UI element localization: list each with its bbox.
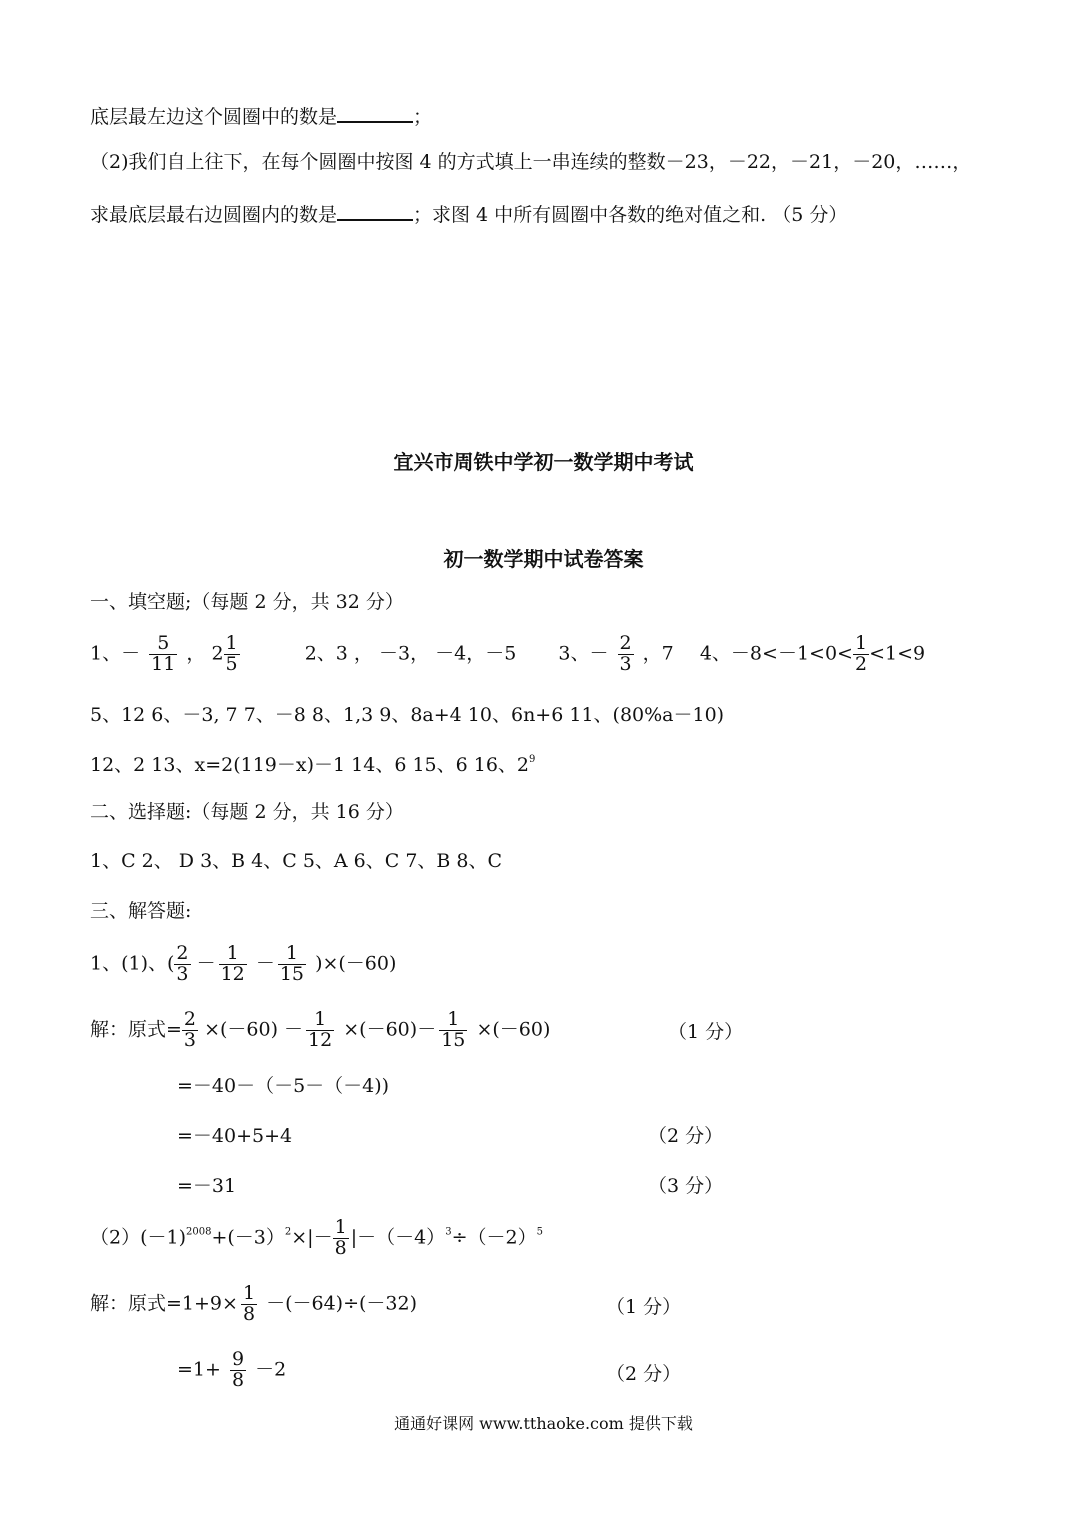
- question-text-end: ；求图 4 中所有圆圈中各数的绝对值之和. （5 分）: [413, 204, 848, 226]
- question-line-3: [90, 203, 847, 225]
- numerator: 1: [447, 1008, 460, 1030]
- question-text-end: ；: [413, 106, 433, 128]
- expr-part: ×(－60)－: [343, 1018, 437, 1041]
- fraction-2-3: [182, 1010, 198, 1051]
- score-1: （1 分）: [668, 1021, 744, 1043]
- numerator: 1: [314, 1008, 327, 1030]
- answer-blank[interactable]: [337, 203, 413, 221]
- answer-1-prefix: 1、－: [90, 642, 141, 665]
- expr-part: =1+: [177, 1358, 221, 1381]
- numerator: 1: [285, 942, 298, 964]
- expr-part: ×|－: [291, 1226, 333, 1249]
- question-text: 求最底层最右边圆圈内的数是: [90, 204, 338, 226]
- row3-text: 12、2 13、x=2(119－x)－1 14、6 15、6 16、2: [90, 754, 530, 776]
- fraction-9-8: [230, 1350, 246, 1391]
- denominator: 15: [279, 962, 305, 985]
- solution-prefix: 解：原式=1+9×: [90, 1292, 238, 1315]
- fraction-5-11: [149, 634, 177, 675]
- exponent: 2008: [186, 1226, 212, 1238]
- numerator: 1: [226, 942, 239, 964]
- answer-4-prefix: 4、－8<－1<0<: [699, 642, 853, 665]
- step-2: =－40+5+4: [177, 1125, 293, 1147]
- question-1-2: [90, 1218, 543, 1259]
- fraction-1-8: [333, 1218, 349, 1259]
- question-line-2: （2)我们自上往下，在每个圆圈中按图 4 的方式填上一串连续的整数－23，－22，－21，－20，……，: [90, 151, 972, 173]
- numerator: 1: [334, 1216, 347, 1238]
- expr-part: －2: [255, 1358, 287, 1381]
- denominator: 5: [225, 652, 238, 675]
- section1-heading: 一、填空题;（每题 2 分，共 32 分）: [90, 591, 404, 613]
- fraction-2-3: [618, 634, 634, 675]
- score-2: （2 分）: [648, 1125, 724, 1147]
- section2-heading: 二、选择题:（每题 2 分，共 16 分）: [90, 801, 404, 823]
- q1-tail: )×(－60): [315, 952, 397, 975]
- fraction-1-2: [853, 634, 869, 675]
- score-3: （3 分）: [648, 1175, 724, 1197]
- section2-answers: 1、C 2、 D 3、B 4、C 5、A 6、C 7、B 8、C: [90, 850, 503, 872]
- expr-part: －(－64)÷(－32): [266, 1292, 418, 1315]
- exponent: 2: [284, 1226, 292, 1238]
- fraction-1-15: [278, 944, 306, 985]
- numerator: 2: [619, 632, 632, 654]
- minus: －: [196, 952, 216, 975]
- expr-part: ×(－60) －: [204, 1018, 304, 1041]
- answer-title: 初一数学期中试卷答案: [443, 547, 644, 571]
- step-3: =－31: [177, 1175, 237, 1197]
- fraction-1-8: [241, 1284, 257, 1325]
- answer-2: 2、3 ， －3， －4，－5: [304, 642, 517, 665]
- section3-heading: 三、解答题:: [90, 900, 192, 922]
- denominator: 3: [176, 962, 189, 985]
- answer-3-prefix: 3、－: [558, 642, 609, 665]
- step-1: =－40－（－5－（－4)): [177, 1075, 390, 1097]
- denominator: 8: [334, 1236, 347, 1259]
- expr-part: ÷（－2）: [451, 1226, 537, 1249]
- section1-row3: [90, 755, 535, 775]
- step-4: [177, 1350, 286, 1391]
- fraction-1-5: [224, 634, 240, 675]
- q1-label: 1、(1)、(: [90, 952, 175, 975]
- numerator: 2: [176, 942, 189, 964]
- denominator: 15: [441, 1028, 466, 1051]
- denominator: 8: [231, 1368, 245, 1391]
- answer-blank[interactable]: [337, 105, 413, 123]
- exponent: 9: [529, 754, 536, 765]
- denominator: 11: [151, 652, 176, 675]
- expr-part: （2）(－1): [90, 1226, 187, 1249]
- solution-prefix: 解：原式=: [90, 1018, 182, 1041]
- exponent: 3: [445, 1226, 452, 1238]
- numerator: 5: [157, 632, 170, 654]
- school-title: 宜兴市周铁中学初一数学期中考试: [393, 450, 694, 474]
- numerator: 9: [231, 1348, 245, 1370]
- minus: －: [255, 952, 275, 975]
- expr-part: |－（－4）: [350, 1226, 446, 1249]
- denominator: 8: [242, 1302, 256, 1325]
- fraction-1-15: [439, 1010, 467, 1051]
- separator: ，: [186, 642, 206, 665]
- solution-2-line: [90, 1284, 417, 1325]
- denominator: 3: [619, 652, 632, 675]
- denominator: 3: [183, 1028, 197, 1051]
- numerator: 1: [854, 632, 868, 654]
- denominator: 2: [854, 652, 868, 675]
- score-5: （2 分）: [606, 1363, 682, 1385]
- answer-3-suffix: ，7: [642, 642, 674, 665]
- answer-4-suffix: <1<9: [869, 642, 926, 665]
- solution-1-line: [90, 1010, 550, 1051]
- expr-part: +(－3）: [211, 1226, 285, 1249]
- mixed-whole: 2: [211, 642, 224, 665]
- numerator: 2: [183, 1008, 197, 1030]
- fraction-1-12: [219, 944, 247, 985]
- fraction-2-3: [174, 944, 190, 985]
- expr-part: ×(－60): [476, 1018, 551, 1041]
- page-footer: 通通好课网 www.tthaoke.com 提供下载: [394, 1414, 693, 1433]
- denominator: 12: [220, 962, 245, 985]
- denominator: 12: [308, 1028, 333, 1051]
- score-4: （1 分）: [606, 1296, 682, 1318]
- section1-row2: 5、12 6、－3, 7 7、－8 8、1,3 9、8a+4 10、6n+6 11、(80%a－10): [90, 704, 725, 726]
- numerator: 1: [242, 1282, 256, 1304]
- exponent: 5: [536, 1226, 543, 1238]
- section1-row1: [90, 634, 925, 675]
- question-text: 底层最左边这个圆圈中的数是: [90, 106, 338, 128]
- numerator: 1: [225, 632, 238, 654]
- question-line-1: [90, 105, 432, 127]
- fraction-1-12: [306, 1010, 334, 1051]
- question-1-1: [90, 944, 396, 985]
